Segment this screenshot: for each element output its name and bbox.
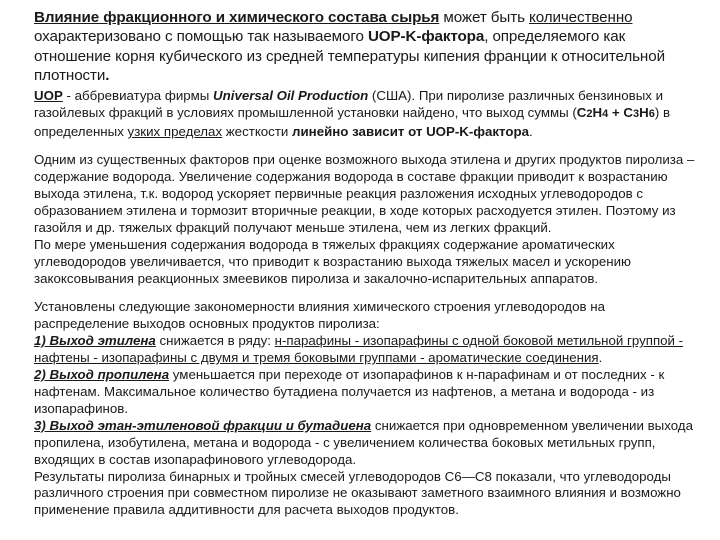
ethylene-formula: C2H4: [576, 104, 609, 120]
company-name: Universal Oil Production: [213, 87, 369, 103]
quantitative-term: количественно: [529, 9, 633, 26]
rule-1-label: 1) Выход этилена: [34, 333, 156, 349]
propylene-formula: C3H6: [623, 104, 655, 120]
rules-intro: Установлены следующие закономерности влияния химического строения углеводородов на распределение выходов основных продуктов пиролиза:: [34, 299, 605, 332]
intro-paragraph: Влияние фракционного и химического состава сырья может быть количественно охарактеризовано с помощью так называемого UOP-K-фактора, определяемого как отношение корня кубического из средней температуры кипения франции к относительной плотности.: [34, 9, 665, 85]
narrow-limits-term: узких пределах: [127, 124, 223, 140]
hydrogen-paragraph-1: Одним из существенных факторов при оценке возможного выхода этилена и других продуктов пиролиза – содержание водорода. Увеличение содержания водорода в составе фракции приводит к возрастанию выхода этилена, т.к. водород ускоряет первичные реакция разложения исходных углеводородов с образованием этилена и тормозит вторичные реакции, в ходе которых расходуется этилен. Поэтому из газойля и др. тяжелых фракций получают меньше этилена, чем из легких фракций.: [34, 152, 695, 235]
rules-section: [34, 299, 702, 519]
hydrogen-paragraph-2: По мере уменьшения содержания водорода в тяжелых фракциях содержание ароматических углеводородов увеличивается, что приводит к возрастанию выхода тяжелых масел и ускорению закоксовывания реакционных змеевиков пиролиза и закалочно-испарительных аппаратов.: [34, 236, 632, 286]
rule-2: 2) Выход пропилена уменьшается при переходе от изопарафинов к н-парафинам и от последних - к нафтенам. Максимальное количество бутадиена получается из нафтенов, а метана и водорода - из изопарафинов.: [34, 367, 665, 416]
linear-dependence-term: линейно зависит от UOP-K-фактора: [292, 124, 530, 140]
uop-paragraph: UOP - аббревиатура фирмы Universal Oil Production (США). При пиролизе различных бензиновых и газойлевых фракций в условиях промышленной установки найдено, что выход суммы (C2H4 + C3H6) в определенных узких пределах жесткости линейно зависит от UOP-K-фактора.: [34, 87, 671, 140]
rule-3-label: 3) Выход этан-этиленовой фракции и бутадиена: [34, 417, 372, 433]
intro-heading: Влияние фракционного и химического состава сырья: [34, 9, 440, 26]
rule-2-label: 2) Выход пропилена: [34, 367, 170, 383]
rule-1: 1) Выход этилена снижается в ряду: н-парафины - изопарафины с одной боковой метильной группой - нафтены - изопарафины с двумя и тремя боковыми группами - ароматические соединения.: [34, 333, 684, 366]
uop-k-factor-term: UOP-K-фактора: [367, 28, 485, 46]
rule-3: 3) Выход этан-этиленовой фракции и бутадиена снижается при одновременном увеличении выхода пропилена, изобутилена, метана и водорода - с увеличением количества боковых метильных групп, входящих в состав изопарафинового углеводорода.: [34, 417, 693, 467]
uop-abbreviation: UOP: [34, 87, 63, 103]
rule-1-series: н-парафины - изопарафины с одной боковой метильной группой - нафтены - изопарафины с двумя и тремя боковыми группами - ароматические соединения: [34, 333, 684, 366]
document-page: [34, 8, 702, 519]
results-paragraph: Результаты пиролиза бинарных и тройных смесей углеводородов С6—С8 показали, что углеводороды различного строения при совместном пиролизе не оказывают заметного взаимного влияния и возможно применение правила аддитивности для расчета выходов продуктов.: [34, 468, 681, 518]
